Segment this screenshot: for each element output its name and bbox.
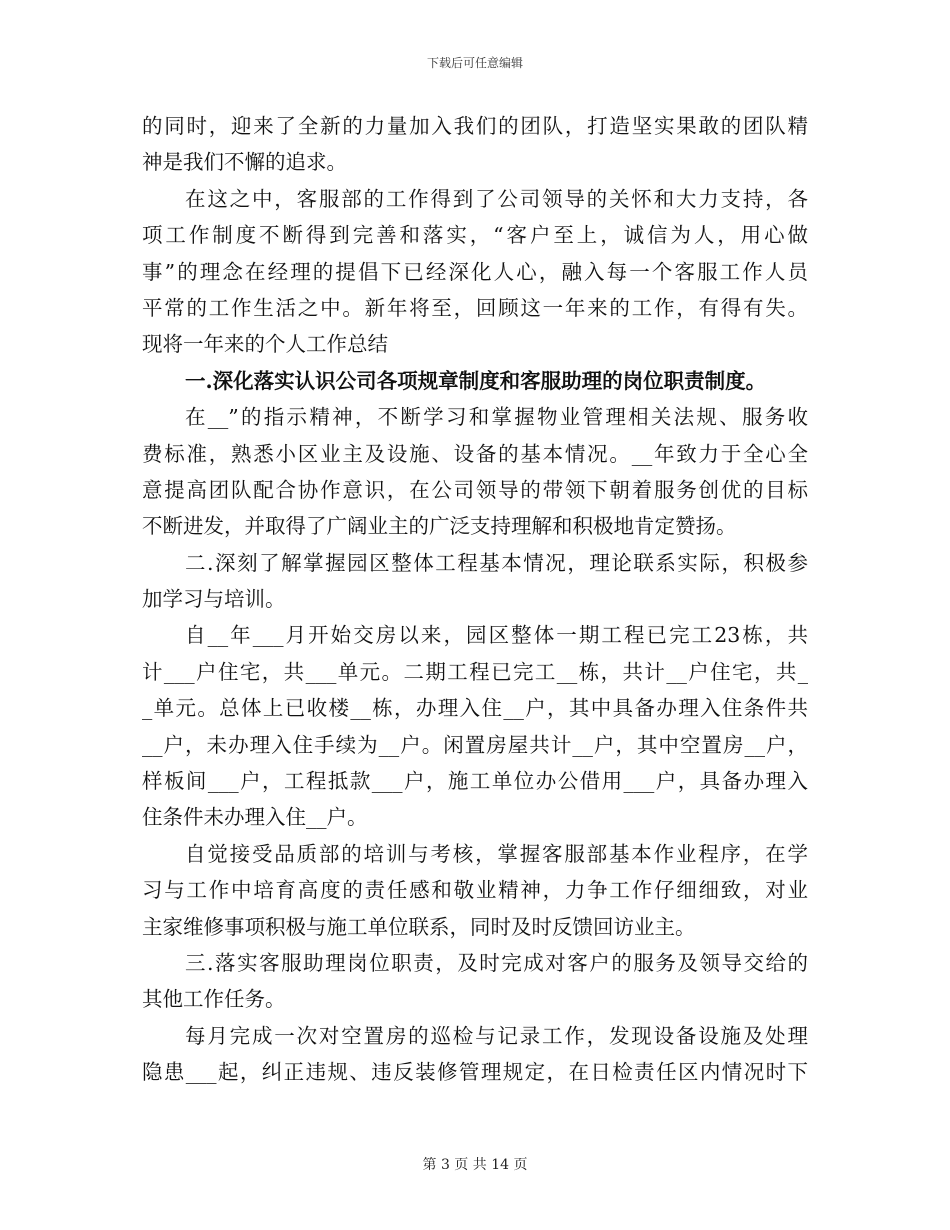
text-line: 在__”的指示精神，不断学习和掌握物业管理相关法规、服务收: [185, 405, 808, 430]
text-line: 平常的工作生活之中。新年将至，回顾这一年来的工作，有得有失。: [142, 295, 808, 320]
section-heading: 一.深化落实认识公司各项规章制度和客服助理的岗位职责制度。: [185, 368, 767, 393]
text-line: 事”的理念在经理的提倡下已经深化人心，融入每一个客服工作人员: [142, 259, 808, 284]
text-line: 不断进发，并取得了广阔业主的广泛支持理解和积极地肯定赞扬。: [142, 514, 737, 539]
text-line: 费标准，熟悉小区业主及设施、设备的基本情况。__年致力于全心全: [142, 441, 808, 466]
text-line: 每月完成一次对空置房的巡检与记录工作，发现设备设施及处理: [185, 1023, 808, 1048]
text-line: 主家维修事项积极与施工单位联系，同时及时反馈回访业主。: [142, 914, 696, 939]
text-line: 神是我们不懈的追求。: [142, 150, 347, 175]
page-number: 第 3 页 共 14 页: [422, 1157, 528, 1173]
text-line: 在这之中，客服部的工作得到了公司领导的关怀和大力支持，各: [185, 186, 808, 211]
text-line: 习与工作中培育高度的责任感和敬业精神，力争工作仔细细致，对业: [142, 878, 808, 903]
text-line: 计___户住宅，共___单元。二期工程已完工__栋，共计__户住宅，共_: [142, 659, 808, 684]
text-line: 意提高团队配合协作意识，在公司领导的带领下朝着服务创优的目标: [142, 477, 808, 502]
section-heading: 二.深刻了解掌握园区整体工程基本情况，理论联系实际，积极参: [185, 550, 808, 575]
text-line: 隐患___起，纠正违规、违反装修管理规定，在日检责任区内情况时下: [142, 1060, 808, 1085]
text-line: __户，未办理入住手续为__户。闲置房屋共计__户，其中空置房__户，: [142, 732, 808, 757]
section-heading: 三.落实客服助理岗位职责，及时完成对客户的服务及领导交给的: [185, 950, 808, 975]
document-body: [142, 108, 808, 1091]
text-line: 其他工作任务。: [142, 987, 286, 1012]
text-line: _单元。总体上已收楼__栋，办理入住__户，其中具备办理入住条件共: [142, 696, 808, 721]
text-line: 加学习与培训。: [142, 587, 286, 612]
header-note: 下载后可任意编辑: [426, 56, 523, 70]
text-line: 样板间___户，工程抵款___户，施工单位办公借用___户，具备办理入: [142, 769, 808, 794]
text-line: 现将一年来的个人工作总结: [142, 332, 388, 357]
text-line: 自觉接受品质部的培训与考核，掌握客服部基本作业程序，在学: [185, 841, 808, 866]
text-line: 自__年___月开始交房以来，园区整体一期工程已完工23栋，共: [185, 623, 808, 648]
text-line: 的同时，迎来了全新的力量加入我们的团队，打造坚实果敢的团队精: [142, 114, 808, 138]
text-line: 项工作制度不断得到完善和落实，“客户至上，诚信为人，用心做: [142, 223, 808, 248]
text-line: 住条件未办理入住__户。: [142, 805, 368, 830]
